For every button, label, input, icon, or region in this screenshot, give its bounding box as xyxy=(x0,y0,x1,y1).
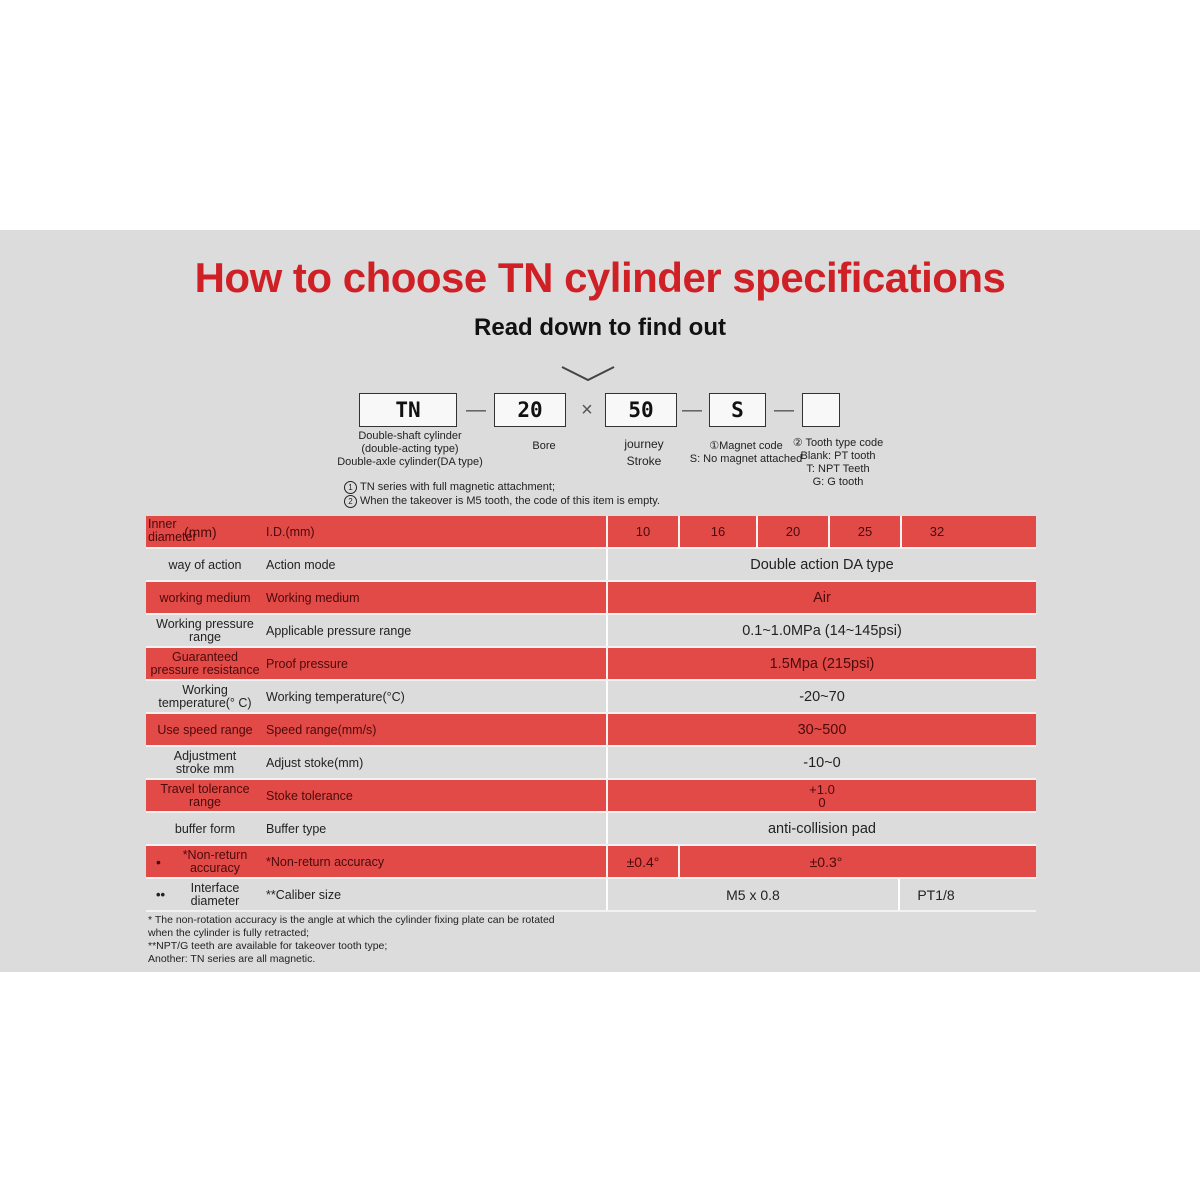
size-16: 16 xyxy=(710,524,726,539)
row-label: Working temperature(° C) xyxy=(158,682,252,710)
model-code-bore-box: 20 xyxy=(494,393,566,427)
row-label: *Non-return accuracy xyxy=(182,847,248,875)
row-value-b: PT1/8 xyxy=(917,886,955,903)
table-row xyxy=(146,648,1036,681)
row-value-a: M5 x 0.8 xyxy=(726,886,780,903)
row-english: Proof pressure xyxy=(266,656,348,671)
row-english: Buffer type xyxy=(266,821,327,836)
circled-number: 2 xyxy=(344,495,357,508)
row-english: Working temperature(°C) xyxy=(266,689,405,704)
spec-panel xyxy=(0,230,1200,972)
footnotes: * The non-rotation accuracy is the angle at which the cylinder fixing plate can be rotated when the cylinder is fully retracted; **NPT/G teeth are available for takeover tooth type; Another: TN series are all magnetic. xyxy=(148,914,555,965)
row-value: anti-collision pad xyxy=(767,820,876,837)
bullet-mark: •• xyxy=(156,887,166,902)
row-english: *Non-return accuracy xyxy=(266,854,385,869)
table-row xyxy=(146,747,1036,780)
row-label: Working pressure range xyxy=(156,616,254,644)
code-notes xyxy=(344,480,660,508)
row-label: Guaranteed pressure resistance xyxy=(150,649,260,677)
code-separator: — xyxy=(682,398,702,421)
row-value: -10~0 xyxy=(803,754,841,771)
page-subtitle: Read down to find out xyxy=(474,314,726,341)
row-english: Adjust stoke(mm) xyxy=(266,755,364,770)
row-label: working medium xyxy=(159,590,251,605)
row-english: Action mode xyxy=(266,557,336,572)
row-value: -20~70 xyxy=(799,688,845,705)
size-32: 32 xyxy=(929,524,945,539)
table-row xyxy=(146,714,1036,747)
row-label: Interface diameter xyxy=(190,880,240,908)
row-english: **Caliber size xyxy=(266,887,342,902)
caption-series: Double-shaft cylinder (double-acting type) Double-axle cylinder(DA type) xyxy=(337,430,483,468)
code-separator: — xyxy=(774,398,794,421)
caption-tooth: ② Tooth type code Blank: PT tooth T: NPT Teeth G: G tooth xyxy=(792,437,884,488)
size-10: 10 xyxy=(635,524,651,539)
page-title: How to choose TN cylinder specifications xyxy=(194,254,1006,301)
row-value: 30~500 xyxy=(797,721,847,738)
note-item: 2 When the takeover is M5 tooth, the code of this item is empty. xyxy=(344,494,660,508)
spec-table xyxy=(146,516,1036,912)
row-value-10: ±0.4° xyxy=(626,853,660,870)
row-english: Speed range(mm/s) xyxy=(266,722,377,737)
table-row xyxy=(146,846,1036,879)
model-code-tooth-box xyxy=(802,393,840,427)
chevron-down-icon xyxy=(560,364,616,384)
row-label: Travel tolerance range xyxy=(160,781,250,809)
row-value: Double action DA type xyxy=(750,556,894,573)
header-inner-diameter: Inner diameter xyxy=(148,517,197,544)
header-id: I.D.(mm) xyxy=(266,524,315,539)
table-row xyxy=(146,813,1036,846)
row-label: Adjustment stroke mm xyxy=(173,748,237,776)
caption-stroke: journey Stroke xyxy=(624,437,664,468)
table-row xyxy=(146,582,1036,615)
row-value: 0.1~1.0MPa (14~145psi) xyxy=(742,622,902,639)
row-value: +1.0 0 xyxy=(809,781,835,810)
caption-bore: Bore xyxy=(532,440,556,452)
row-label: buffer form xyxy=(174,821,236,836)
row-english: Stoke tolerance xyxy=(266,788,353,803)
table-row xyxy=(146,681,1036,714)
caption-magnet: ①Magnet code S: No magnet attached xyxy=(689,440,803,465)
table-row xyxy=(146,780,1036,813)
bullet-mark: • xyxy=(156,853,161,870)
size-25: 25 xyxy=(857,524,873,539)
row-english: Working medium xyxy=(266,590,360,605)
circled-number: 1 xyxy=(344,481,357,494)
size-20: 20 xyxy=(785,524,801,539)
table-header-row xyxy=(146,516,1036,549)
table-row xyxy=(146,615,1036,648)
row-english: Applicable pressure range xyxy=(266,623,412,638)
table-row xyxy=(146,879,1036,912)
row-value-rest: ±0.3° xyxy=(809,853,843,870)
table-row xyxy=(146,549,1036,582)
note-item: 1 TN series with full magnetic attachment; xyxy=(344,480,660,494)
header-unit: (mm) xyxy=(184,523,217,540)
row-value: Air xyxy=(813,589,831,606)
row-label: Use speed range xyxy=(157,722,253,737)
row-value: 1.5Mpa (215psi) xyxy=(769,655,875,672)
code-separator: — xyxy=(466,398,486,421)
row-label: way of action xyxy=(168,557,242,572)
code-separator: × xyxy=(581,398,593,421)
model-code-magnet-box: S xyxy=(709,393,766,427)
model-code-stroke-box: 50 xyxy=(605,393,677,427)
model-code-series-box: TN xyxy=(359,393,457,427)
